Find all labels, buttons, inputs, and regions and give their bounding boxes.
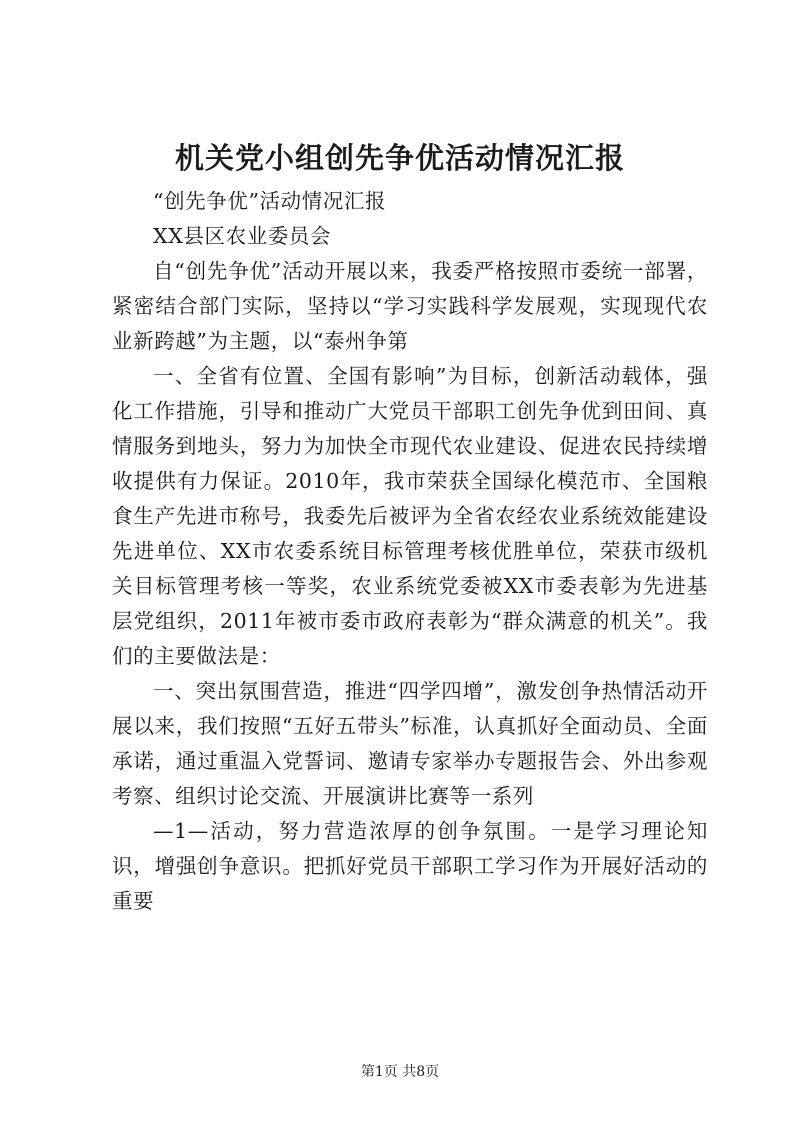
paragraph-organization: XX县区农业委员会	[153, 224, 332, 248]
document-body	[112, 184, 708, 919]
paragraph-section-one: 一、突出氛围营造，推进“四学四增”，激发创争热情活动开展以来，我们按照“五好五带头”标准，认真抓好全面动员、全面承诺，通过重温入党誓词、邀请专家举办专题报告会、外出参观考察、组织讨论交流、开展演讲比赛等一系列	[112, 679, 708, 808]
paragraph-goal: 一、全省有位置、全国有影响”为目标，创新活动载体，强化工作措施，引导和推动广大党员干部职工创先争优到田间、真情服务到地头，努力为加快全市现代农业建设、促进农民持续增收提供有力保证。2010年，我市荣获全国绿化模范市、全国粮食生产先进市称号，我委先后被评为全省农经农业系统效能建设先进单位、XX市农委系统目标管理考核优胜单位，荣获市级机关目标管理考核一等奖，农业系统党委被XX市委表彰为先进基层党组织，2011年被市委市政府表彰为“群众满意的机关”。我们的主要做法是：	[112, 364, 708, 668]
paragraph-subtitle: “创先争优”活动情况汇报	[153, 189, 387, 213]
paragraph-activity: —1—活动，努力营造浓厚的创争氛围。一是学习理论知识，增强创争意识。把抓好党员干部职工学习作为开展好活动的重要	[112, 819, 708, 913]
paragraph-intro: 自“创先争优”活动开展以来，我委严格按照市委统一部署，紧密结合部门实际，坚持以“学习实践科学发展观，实现现代农业新跨越”为主题，以“泰州争第	[112, 259, 708, 353]
page-footer: 第1页 共8页	[360, 1064, 440, 1080]
page-title: 机关党小组创先争优活动情况汇报	[174, 141, 625, 175]
